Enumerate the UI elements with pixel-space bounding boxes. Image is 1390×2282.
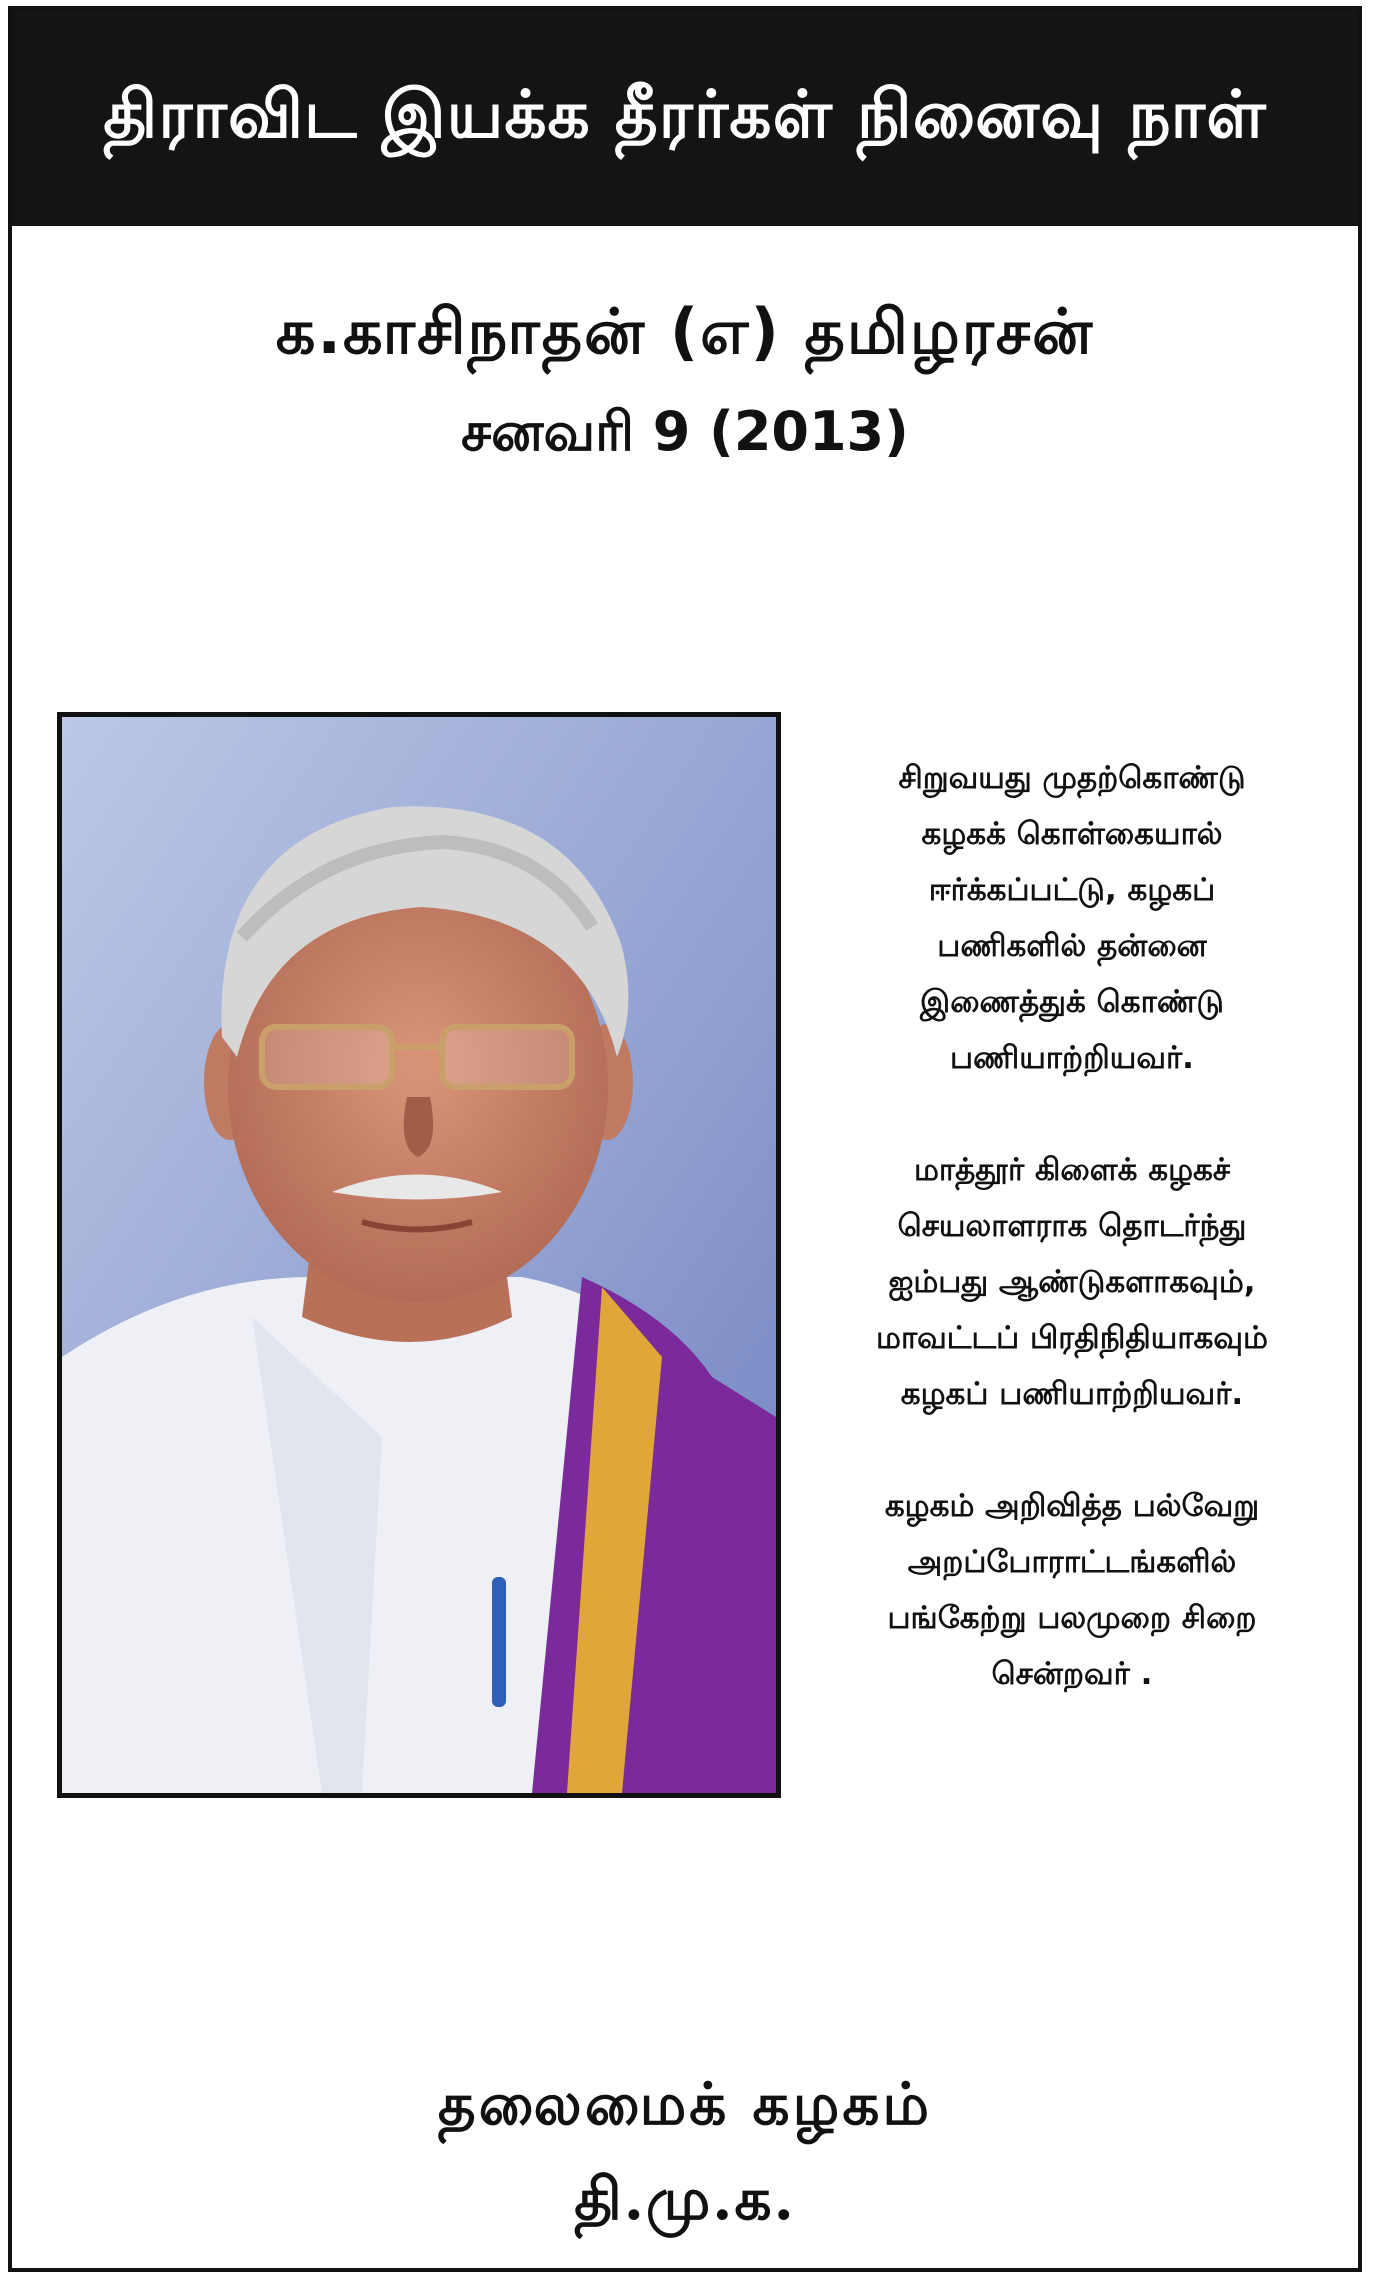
portrait-icon bbox=[62, 717, 776, 1793]
bio-line: பணியாற்றியவர். bbox=[950, 1040, 1194, 1076]
memorial-notice bbox=[8, 6, 1362, 2272]
banner-title: திராவிட இயக்க தீரர்கள் நினைவு நாள் bbox=[103, 74, 1267, 153]
memorial-date: சனவரி 9 (2013) bbox=[461, 400, 909, 463]
bio-paragraph-2 bbox=[802, 1142, 1342, 1422]
bio-line: மாத்தூர் கிளைக் கழகச் bbox=[913, 1152, 1231, 1188]
bio-paragraph-3 bbox=[802, 1478, 1342, 1702]
bio-line: பணிகளில் தன்னை bbox=[937, 928, 1207, 964]
bio-line: கழகப் பணியாற்றியவர். bbox=[900, 1376, 1244, 1412]
bio-paragraph-1 bbox=[802, 750, 1342, 1086]
bio-line: மாவட்டப் பிரதிநிதியாகவும் bbox=[876, 1320, 1268, 1356]
bio-line: இணைத்துக் கொண்டு bbox=[920, 984, 1224, 1020]
bio-line: செயலாளராக தொடர்ந்து bbox=[897, 1208, 1247, 1244]
bio-line: கழகம் அறிவித்த பல்வேறு bbox=[884, 1488, 1260, 1524]
bio-line: ஈர்க்கப்பட்டு, கழகப் bbox=[928, 872, 1216, 908]
organization-name: தலைமைக் கழகம் bbox=[437, 2070, 933, 2138]
person-name: க.காசிநாதன் (எ) தமிழரசன் bbox=[275, 295, 1095, 368]
bio-line: ஐம்பது ஆண்டுகளாகவும், bbox=[888, 1264, 1256, 1300]
bio-line: சென்றவர் . bbox=[991, 1656, 1153, 1692]
party-name: தி.மு.க. bbox=[574, 2165, 796, 2233]
bio-line: சிறுவயது முதற்கொண்டு bbox=[898, 760, 1246, 796]
bio-line: அறப்போராட்டங்களில் bbox=[907, 1544, 1237, 1580]
portrait-photo bbox=[57, 712, 781, 1798]
bio-line: பங்கேற்று பலமுறை சிறை bbox=[887, 1600, 1257, 1636]
biography bbox=[802, 750, 1342, 1758]
bio-line: கழகக் கொள்கையால் bbox=[921, 816, 1223, 852]
title-banner bbox=[12, 10, 1358, 226]
